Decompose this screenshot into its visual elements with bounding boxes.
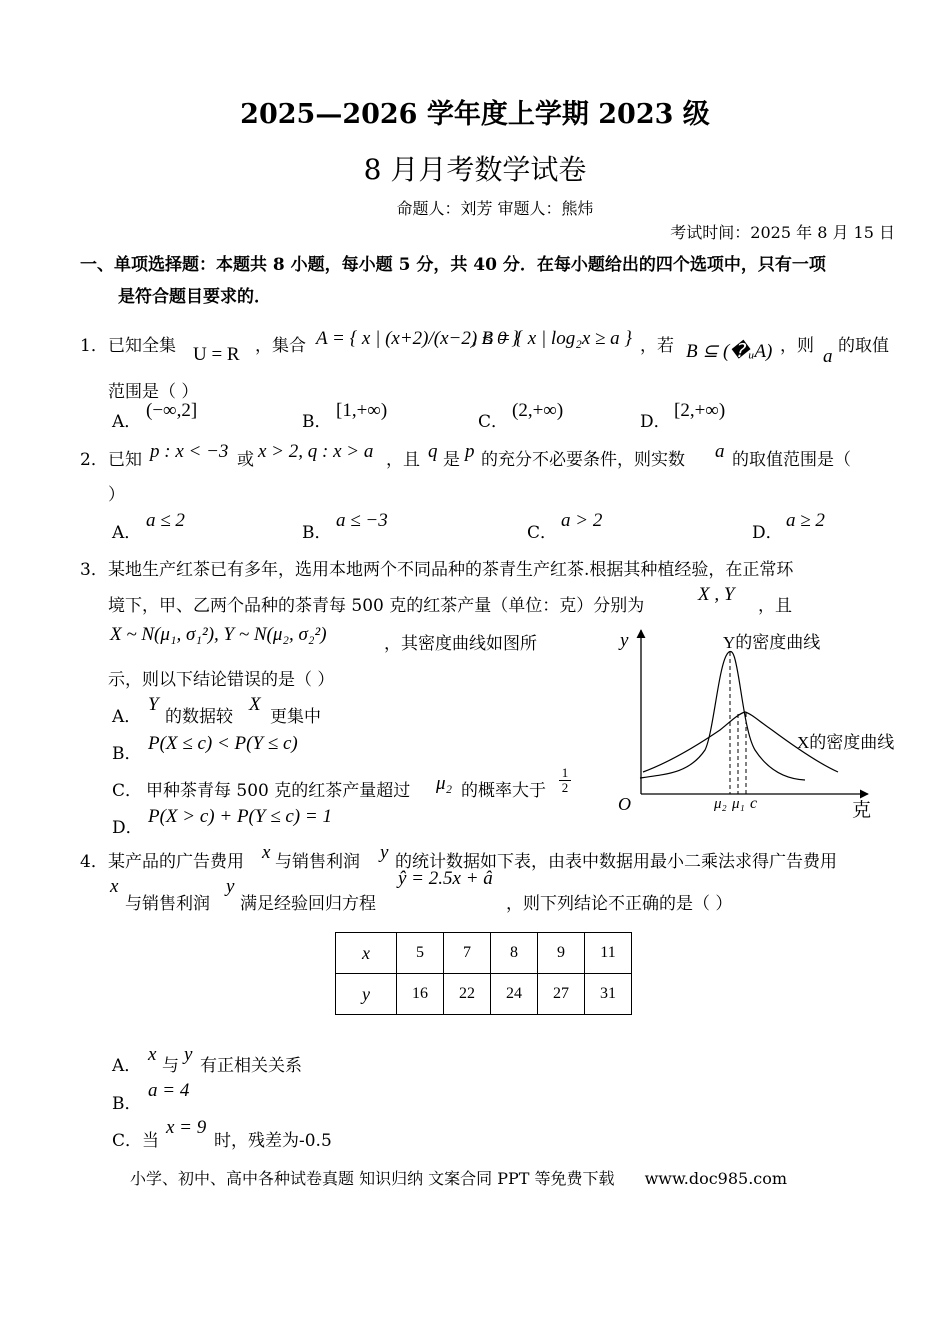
q3-option-a-text1: 的数据较 [165, 707, 233, 727]
table-header-x: x [336, 933, 397, 974]
y-density-curve [640, 652, 805, 781]
q2-option-c-value: a > 2 [561, 510, 603, 531]
q3-option-d-label: D． [112, 818, 143, 838]
q1-universal-set: U = R [193, 344, 240, 365]
exam-title-line2: 8 月月考数学试卷 [363, 153, 587, 186]
q4-option-a-text1: 与 [162, 1056, 179, 1076]
footer-banner [130, 1166, 787, 1189]
q4-var-y: y [380, 842, 389, 863]
q3-option-a-var-y: Y [148, 694, 159, 715]
mu2-label: μ₂ [714, 796, 727, 812]
q3-option-c-label: C． [112, 781, 143, 801]
q1-option-a-label: A． [112, 412, 142, 432]
q2-option-d-value: a ≥ 2 [786, 510, 825, 531]
q3-number: 3． [80, 560, 108, 580]
q2-var-p: p [465, 441, 475, 462]
q4-text2: 与销售利润 [275, 852, 360, 872]
q4-option-c-label: C．当 [112, 1131, 160, 1151]
q2-option-d-label: D． [752, 523, 783, 543]
table-cell: 27 [538, 974, 585, 1015]
table-row-y [336, 974, 632, 1015]
table-cell: 24 [491, 974, 538, 1015]
q4-option-a-var-x: x [148, 1044, 157, 1065]
fraction-denominator: 2 [561, 780, 569, 795]
footer-url[interactable]: www.doc985.com [644, 1169, 788, 1188]
q2-number: 2． [80, 450, 108, 470]
q1-text1: 已知全集 [108, 336, 176, 356]
q3-line4: 示，则以下结论错误的是（ ） [108, 670, 335, 690]
table-cell: 22 [444, 974, 491, 1015]
q3-distribution: X ~ N(μ₁, σ₁²), Y ~ N(μ₂, σ₂²) [110, 624, 327, 645]
q4-text3: 的统计数据如下表，由表中数据用最小二乘法求得广告费用 [395, 852, 837, 872]
q1-text3: ，若 [640, 336, 674, 356]
q4-option-a-label: A． [112, 1056, 142, 1076]
table-cell: 9 [538, 933, 585, 974]
q3-option-c-text1: 甲种茶青每 500 克的红茶产量超过 [146, 781, 411, 801]
q1-option-d-value: [2,+∞) [674, 400, 726, 421]
q3-option-c-mu2: μ₂ [436, 773, 453, 794]
q1-var-a: a [823, 346, 833, 367]
table-cell: 7 [444, 933, 491, 974]
q4-text4: 与销售利润 [125, 894, 210, 914]
table-cell: 11 [585, 933, 632, 974]
q3-line3-text: ，其密度曲线如图所 [384, 634, 537, 654]
section-heading-line1: 一、单项选择题：本题共 8 小题，每小题 5 分，共 40 分．在每小题给出的四个选项中，只有一项 [80, 255, 826, 275]
q2-text4: 是 [443, 450, 460, 470]
q1-option-a-value: (−∞,2] [146, 400, 198, 421]
q1-text2: ，集合 [255, 336, 306, 356]
q4-option-a-text2: 有正相关关系 [200, 1056, 302, 1076]
table-cell: 8 [491, 933, 538, 974]
q1-line2: 范围是（ ） [108, 382, 199, 402]
q4-var-x: x [262, 842, 271, 863]
table-row-x [336, 933, 632, 974]
q2-text3: ，且 [386, 450, 420, 470]
q1-condition: B ⊆ (�ᵤA) [686, 341, 773, 362]
q2-option-c-label: C． [527, 523, 558, 543]
q4-option-c-text: 时，残差为-0.5 [214, 1131, 332, 1151]
q4-option-b-expr: a = 4 [148, 1080, 190, 1101]
q4-var-x2: x [110, 876, 119, 897]
origin-label: O [618, 794, 631, 814]
q2-text2: 或 [237, 450, 254, 470]
q3-line1: 某地生产红茶已有多年，选用本地两个不同品种的茶青生产红茶.根据其种植经验，在正常环 [108, 560, 794, 580]
x-axis-label: 克 [852, 800, 872, 820]
table-header-y: y [336, 974, 397, 1015]
q3-option-a-text2: 更集中 [270, 707, 321, 727]
q2-text6: 的取值范围是（ [732, 450, 851, 470]
footer-text: 小学、初中、高中各种试卷真题 知识归纳 文案合同 PPT 等免费下载 [130, 1169, 615, 1188]
q4-text1: 某产品的广告费用 [108, 852, 244, 872]
q3-option-c-text2: 的概率大于 [461, 781, 546, 801]
q2-option-a-value: a ≤ 2 [146, 510, 185, 531]
data-table [335, 932, 632, 1015]
q2-line2: ） [108, 485, 125, 505]
q3-line2-text: 境下，甲、乙两个品种的茶青每 500 克的红茶产量（单位：克）分别为 [108, 596, 645, 616]
q2-option-a-label: A． [112, 523, 142, 543]
q3-line2-end: ，且 [758, 596, 792, 616]
q4-text6: ，则下列结论不正确的是（ ） [506, 894, 733, 914]
q3-line2-vars: X , Y [698, 584, 735, 605]
q1-option-b-value: [1,+∞) [336, 400, 388, 421]
density-curve-figure [610, 622, 915, 820]
q2-var-a: a [715, 441, 725, 462]
q4-option-b-label: B． [112, 1094, 142, 1114]
q3-option-a-label: A． [112, 707, 142, 727]
authors-line: 命题人：刘芳 审题人：熊炜 [396, 199, 594, 218]
q3-option-b-expr: P(X ≤ c) < P(Y ≤ c) [148, 733, 298, 754]
q3-option-a-var-x: X [249, 694, 261, 715]
q1-text4: ，则 [780, 336, 814, 356]
q2-option-b-label: B． [302, 523, 332, 543]
section-heading-line2: 是符合题目要求的． [118, 287, 271, 307]
x-curve-label: X的密度曲线 [797, 733, 895, 752]
q1-number: 1． [80, 336, 108, 356]
q4-text5: 满足经验回归方程 [240, 894, 376, 914]
c-label: c [750, 795, 758, 812]
q4-option-a-var-y: y [184, 1044, 193, 1065]
q3-option-d-expr: P(X > c) + P(Y ≤ c) = 1 [148, 806, 332, 827]
q1-set-a: A = { x | (x+2)/(x−2) ≤ 0 } [316, 328, 519, 349]
table-cell: 5 [397, 933, 444, 974]
q1-set-b: , B = { x | log₂x ≥ a } [472, 328, 633, 349]
q4-option-c-expr: x = 9 [166, 1117, 207, 1138]
q2-option-b-value: a ≤ −3 [336, 510, 388, 531]
q4-number: 4． [80, 852, 108, 872]
q2-var-q: q [428, 441, 438, 462]
y-curve-label: Y的密度曲线 [723, 633, 821, 652]
exam-title-line1: 2025—2026 学年度上学期 2023 级 [240, 99, 710, 130]
q1-option-c-value: (2,+∞) [512, 400, 564, 421]
q1-option-b-label: B． [302, 412, 332, 432]
q2-proposition-q: x > 2, q : x > a [258, 441, 374, 462]
q2-text5: 的充分不必要条件，则实数 [481, 450, 685, 470]
q3-option-b-label: B． [112, 744, 142, 764]
q4-regression-equation: ŷ = 2.5x + â [398, 868, 493, 889]
table-cell: 16 [397, 974, 444, 1015]
q1-text5: 的取值 [838, 336, 889, 356]
q4-var-y2: y [226, 876, 235, 897]
mu1-label: μ₁ [732, 796, 745, 812]
q1-option-c-label: C． [478, 412, 509, 432]
q2-text1: 已知 [108, 450, 142, 470]
q1-option-d-label: D． [640, 412, 671, 432]
exam-time: 考试时间：2025 年 8 月 15 日 [670, 223, 895, 242]
y-axis-label: y [620, 630, 629, 651]
q3-option-c-fraction [559, 766, 571, 795]
fraction-numerator: 1 [559, 766, 571, 781]
table-cell: 31 [585, 974, 632, 1015]
q2-proposition-p: p : x < −3 [150, 441, 229, 462]
